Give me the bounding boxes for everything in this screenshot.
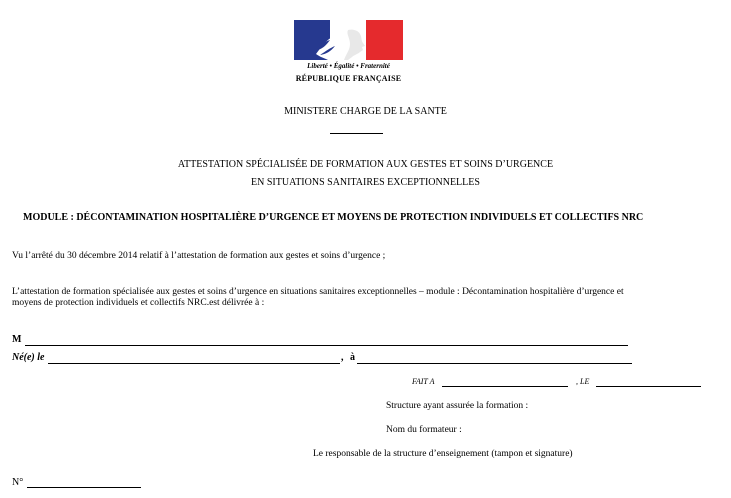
title-line-1: ATTESTATION SPÉCIALISÉE DE FORMATION AUX GESTES ET SOINS D’URGENCE [177,159,554,170]
numero-label: N° [12,477,24,488]
republique-francaise-logo [294,20,403,90]
birth-place-field[interactable] [357,363,632,364]
le-label: , LE [576,377,590,386]
attestation-line-1: L’attestation de formation spécialisée aux gestes et soins d’urgence en situations sanitaires exceptionnelles – module : Décontamination hospitalière d’urgence et [12,287,624,297]
ministry-separator [330,133,383,134]
vu-statement: Vu l’arrêté du 30 décembre 2014 relatif à l’attestation de formation aux gestes et soins d’urgence ; [12,251,386,261]
birth-place-label: à [350,352,355,363]
formateur-label: Nom du formateur : [386,425,462,435]
comma-separator: , [341,352,344,363]
name-field[interactable] [25,345,628,346]
birth-date-field[interactable] [48,363,340,364]
numero-field[interactable] [27,487,141,488]
ministry-name: MINISTERE CHARGE DE LA SANTE [284,106,447,117]
attestation-line-2: moyens de protection individuels et collectifs NRC.est délivrée à : [12,298,265,308]
marianne-profile-icon [308,24,378,60]
module-title: MODULE : DÉCONTAMINATION HOSPITALIÈRE D’URGENCE ET MOYENS DE PROTECTION INDIVIDUELS ET COLLECTIFS NRC [23,212,644,223]
title-line-2: EN SITUATIONS SANITAIRES EXCEPTIONNELLES [251,177,480,188]
fait-a-field[interactable] [442,386,568,387]
structure-label: Structure ayant assurée la formation : [386,401,529,411]
m-label: M [12,334,22,345]
fait-a-label: FAIT A [412,377,435,386]
birth-date-label: Né(e) le [12,352,45,363]
motto: Liberté • Égalité • Fraternité [307,62,390,70]
date-field[interactable] [596,386,701,387]
responsable-label: Le responsable de la structure d’enseignement (tampon et signature) [313,449,573,459]
republic-name: RÉPUBLIQUE FRANÇAISE [295,74,402,83]
